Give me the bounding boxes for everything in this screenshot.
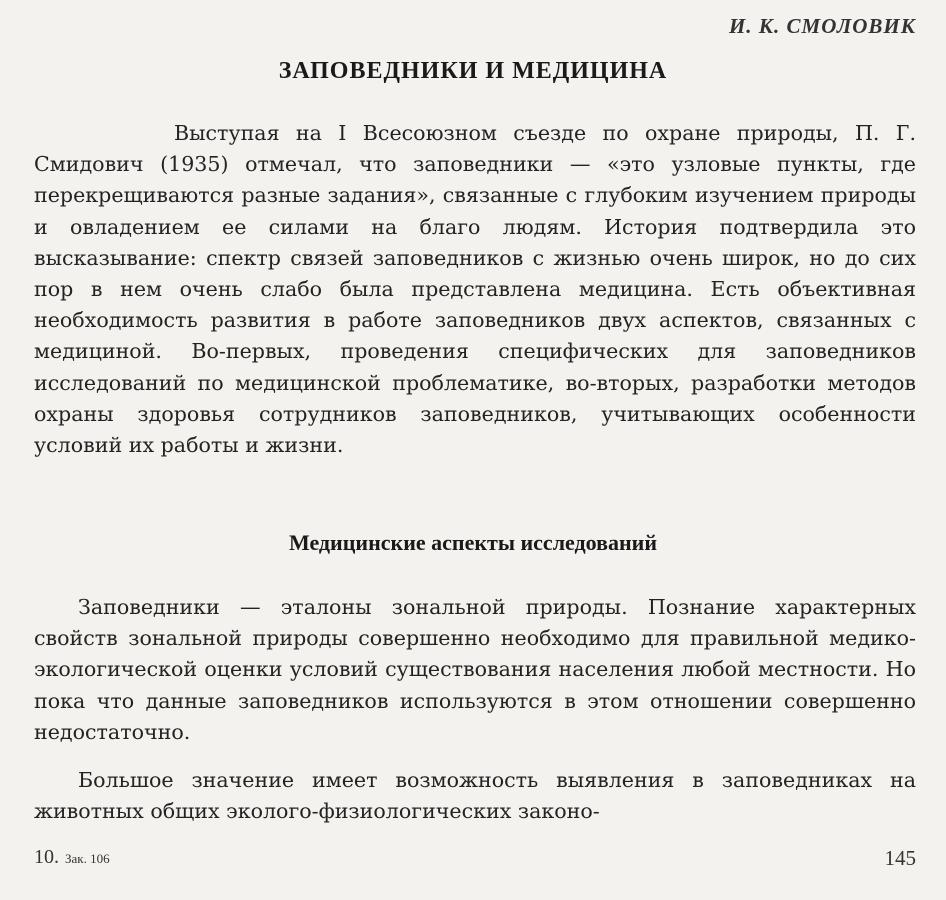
- paragraph-intro: Выступая на I Всесоюзном съезде по охране природы, П. Г. Смидович (1935) отмечал, что заповедники — «это узловые пункты, где перекрещиваются разные задания», связанные с глубоким изучением природы и овладением ее силами на благо людям. История подтвердила это высказывание: спектр связей заповедников с жизнью очень широк, но до сих пор в нем очень слабо была представлена медицина. Есть объективная необходимость развития в работе заповедников двух аспектов, связанных с медициной. Во-первых, проведения специфических для заповедников исследований по медицинской проблематике, во-вторых, разработки методов охраны здоровья сотрудников заповедников, учитывающих особенности условий их работы и жизни.: [34, 121, 916, 458]
- paragraph-significance: Большое значение имеет возможность выявления в заповедниках на животных общих эколого-физиологических законо-: [34, 768, 916, 824]
- article-title: ЗАПОВЕДНИКИ И МЕДИЦИНА: [278, 58, 668, 84]
- section-heading: Медицинские аспекты исследований: [288, 530, 658, 555]
- printer-signature: [34, 846, 110, 869]
- paragraph-reserves-standards: Заповедники — эталоны зональной природы. Познание характерных свойств зональной природы совершенно необходимо для правильной медико-экологической оценки условий существования населения любой местности. Но пока что данные заповедников используются в этом отношении совершенно недостаточно.: [34, 595, 916, 744]
- signature-number: 10.: [34, 846, 59, 868]
- author-name: И. К. СМОЛОВИК: [728, 14, 916, 38]
- page-number: 145: [884, 846, 916, 870]
- order-label: Зак. 106: [65, 851, 110, 866]
